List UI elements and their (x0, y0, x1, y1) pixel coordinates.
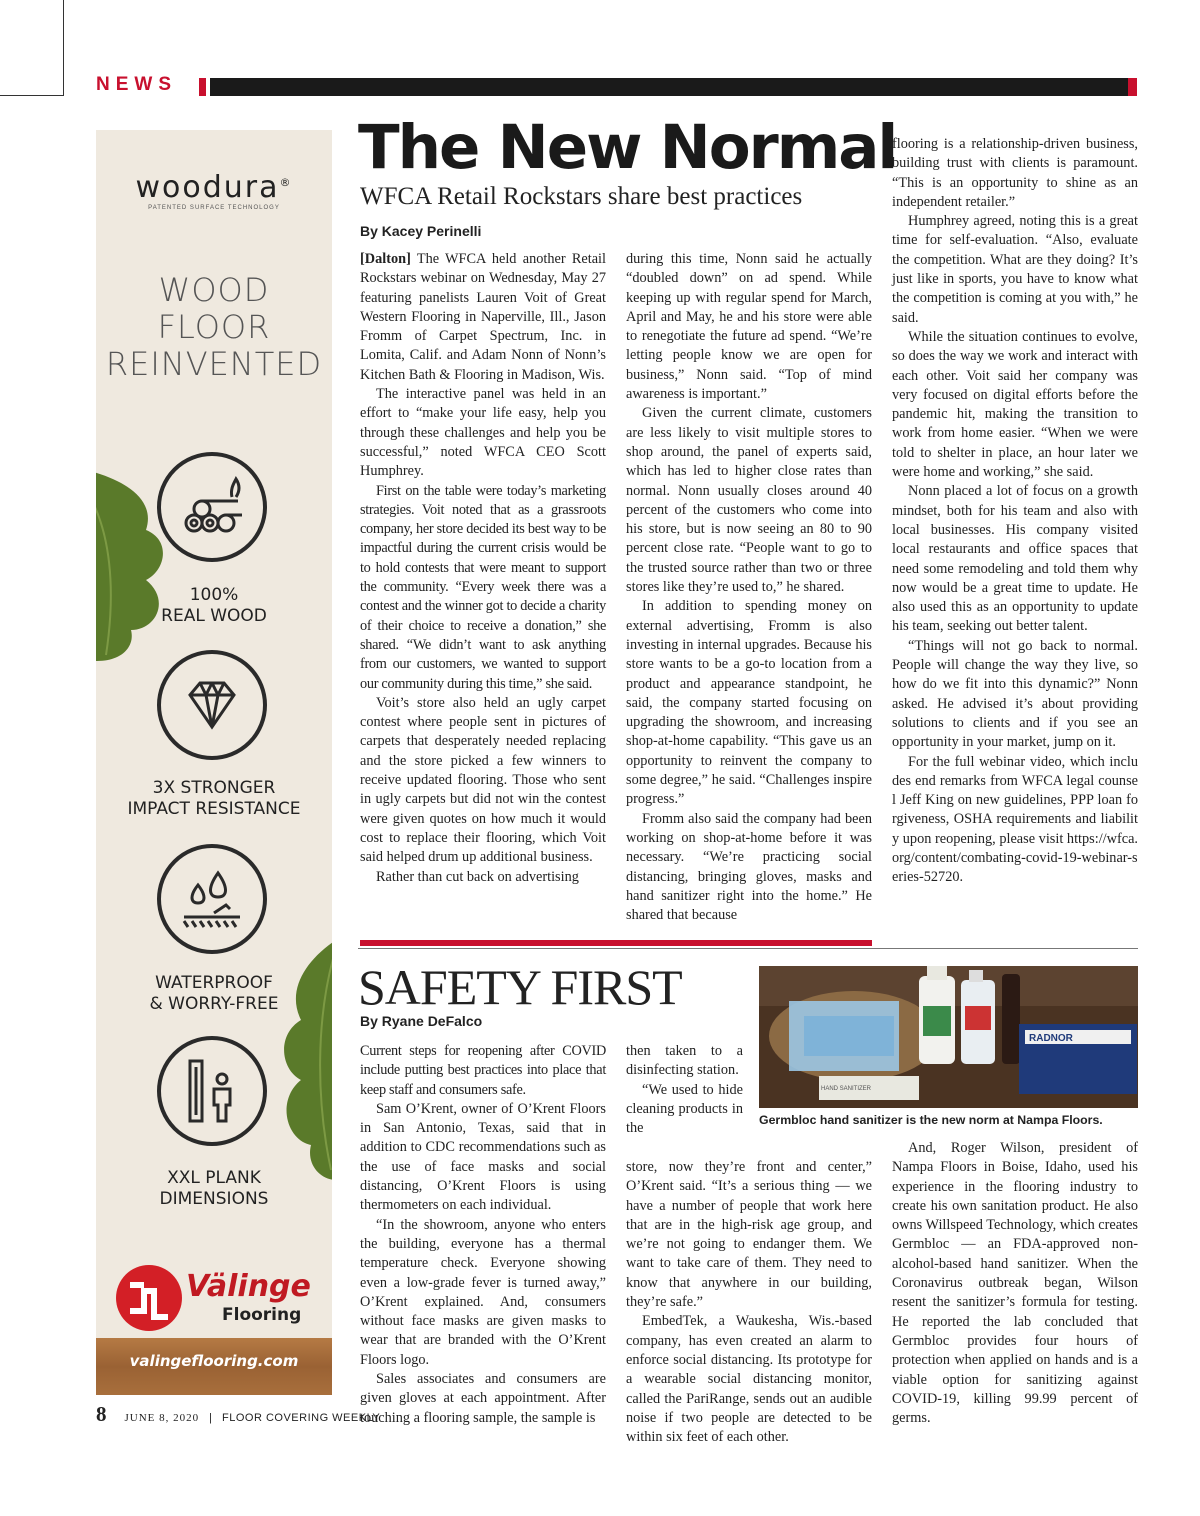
paragraph: then taken to a disinfecting station. (626, 1043, 743, 1079)
paragraph: during this time, Nonn said he actually “doubled down” on ad spend. While keeping up with regular spend for March, April and May, he and his store were able to renegotiate the future ad spend. “We’re letting people know we are open for business,” Nonn said. “Top of mind awareness is important.” (626, 251, 872, 403)
footer-separator: | (209, 1412, 212, 1424)
paragraph: flooring is a relationship-driven business, building trust with clients is paramount. “This is an opportunity to shine as an independent retailer.” (892, 136, 1138, 210)
column-end-rule (606, 940, 872, 946)
article2-column-1 (360, 1042, 606, 1428)
photo-label: RADNOR (1029, 1033, 1073, 1044)
ad-headline-line: WOOD (158, 271, 270, 309)
water-drops-icon (176, 863, 248, 935)
feature-xxl-plank (96, 1168, 332, 1210)
article-title: SAFETY FIRST (358, 959, 682, 1015)
ad-url-link[interactable]: valingeflooring.com (129, 1352, 299, 1370)
valinge-mark-icon (116, 1265, 182, 1331)
paragraph: Rather than cut back on advertising (376, 868, 579, 885)
paragraph: Humphrey agreed, noting this is a great time for self-evaluation. “Also, evaluate the competition. What are they doing? It’s just like in sports, you have to know what the competition is coming at you with,” he said. (892, 213, 1138, 326)
paragraph: First on the table were today’s marketing strategies. Voit noted that as a grassroots company, her store decided its best way to be impactful during the current crisis would be to hold contests that were meant to support the community. “Every week there was a contest and the winner got to decide a charity of their choice to receive a donation,” she shared. “We didn’t want to ask anything from our customers, we wanted to support our community during this time,” she said. (360, 482, 606, 692)
ad-brand-logo (96, 170, 332, 205)
paragraph: The interactive panel was held in an effort to “make your life easy, help you through these challenges and help you be successful,” noted WFCA CEO Scott Humphrey. (360, 386, 606, 480)
section-bar-tick (199, 78, 206, 96)
section-bar (210, 78, 1128, 96)
advertisement[interactable] (96, 130, 332, 1395)
feature-line: REAL WOOD (161, 606, 267, 626)
feature-waterproof (96, 973, 332, 1015)
article-title: The New Normal (358, 112, 897, 183)
photo-caption: Germbloc hand sanitizer is the new norm at Nampa Floors. (759, 1113, 1103, 1127)
article2-column-2 (626, 1158, 872, 1447)
diamond-icon (176, 669, 248, 741)
feature-line: XXL PLANK (167, 1168, 261, 1188)
page-number: 8 (96, 1402, 107, 1426)
paragraph: While the situation continues to evolve, so does the way we work and interact with each other. Voit said her company was very focused on digital efforts before the pandemic hit, making the transition to work from home easier. “When we were told to shelter in place, an hour later we were home and working,” she said. (892, 328, 1138, 481)
paragraph (360, 250, 606, 385)
feature-line: DIMENSIONS (159, 1189, 269, 1209)
photo-illustration (759, 966, 1138, 1108)
article1-column-3 (892, 135, 1138, 888)
feature-circle (157, 844, 267, 954)
section-bar-end (1128, 78, 1137, 96)
crop-mark-horizontal (0, 95, 64, 96)
article-divider (358, 948, 1138, 949)
article-byline: By Ryane DeFalco (360, 1013, 483, 1029)
feature-line: WATERPROOF (155, 973, 273, 993)
sponsor-sub: Flooring (222, 1305, 302, 1325)
feature-real-wood (96, 585, 332, 627)
feature-line: 3X STRONGER (152, 778, 276, 798)
article2-column-2-top (626, 1042, 743, 1138)
article-byline: By Kacey Perinelli (360, 223, 482, 239)
article1-column-2 (626, 250, 872, 925)
paragraph: “In the showroom, anyone who enters the building, everyone has a thermal temperature check. Everyone showing even a low-grade fever is turned away,” O’Krent explained. And, consumers without face masks are given masks to wear that are branded with the O’Krent Floors logo. (360, 1216, 606, 1368)
paragraph: Sam O’Krent, owner of O’Krent Floors in San Antonio, Texas, said that in addition to CDC recommendations such as the use of face masks and social distancing, O’Krent Floors is using thermometers on each individual. (360, 1100, 606, 1214)
feature-line: & WORRY-FREE (149, 994, 279, 1014)
ad-headline-line: REINVENTED (105, 345, 323, 383)
ad-registered-mark: ® (279, 176, 293, 189)
ad-headline (96, 272, 332, 383)
paragraph: And, Roger Wilson, president of Nampa Floors in Boise, Idaho, used his experience in the flooring industry to create his own sanitation product. He also owns Willspeed Technology, which creates Germbloc — an FDA-approved non-alcohol-based hand sanitizer. When the Coronavirus outbreak began, Wilson resent the sanitizer’s formula for testing. He reported the lab concluded that Germbloc provides four hours of protection when applied on hands and is a viable option for sanitizing against COVID-19, killing 99.99 percent of germs. (892, 1140, 1138, 1427)
paragraph: EmbedTek, a Waukesha, Wis.-based company, has even created an alarm to enforce social distancing. Its prototype for a wearable social distancing monitor, called the PariRange, sends out an audible noise if two people are detected to be within six feet of each other. (626, 1313, 872, 1446)
publication-name: FLOOR COVERING WEEKLY (222, 1412, 381, 1424)
paragraph: For the full webinar video, which includes end remarks from WFCA legal counsel Jeff King on new guidelines, PPP loan forgiveness, OSHA requirements and liability upon reopening, please visit https://wfca.org/content/combating-covid-19-webinar-series-52720. (892, 753, 1138, 886)
paragraph: Current steps for reopening after COVID include putting best practices into place that keep staff and consumers safe. (360, 1043, 606, 1098)
feature-circle (157, 650, 267, 760)
article-subtitle: WFCA Retail Rockstars share best practices (360, 183, 803, 210)
feature-circle (157, 1036, 267, 1146)
paragraph: Voit’s store also held an ugly carpet contest where people sent in pictures of carpets that desperately needed replacing and the store picked a few winners to receive updated flooring. Those who sent in ugly carpets but did not win the contest were given quotes on how much it would cost to replace their flooring, which Voit said helped drum up additional business. (360, 694, 606, 866)
issue-date: JUNE 8, 2020 (124, 1412, 200, 1424)
ad-brand-name: woodura (135, 170, 280, 205)
paragraph: Nonn placed a lot of focus on a growth mindset, both for his team and also with local businesses. His company visited local restaurants and office spaces that need some remodeling and told them why now would be a great time to update. He also used this as an opportunity to update his team, seeking out better talent. (892, 483, 1138, 635)
sponsor-logo (116, 1265, 316, 1335)
page-footer (96, 1402, 380, 1427)
paragraph-text: The WFCA held another Retail Rockstars webinar on Wednesday, May 27 featuring panelists Lauren Voit of Great Western Flooring in Naperville, Ill., Jason Fromm of Carpet Spectrum, Inc. in Lomita, Calif. and Adam Nonn of Nonn’s Kitchen Bath & Flooring in Madison, Wis. (360, 251, 606, 383)
section-label: NEWS (96, 74, 177, 95)
ad-headline-line: FLOOR (157, 308, 271, 346)
paragraph: In addition to spending money on external advertising, Fromm is also investing in internal upgrades. Because his store wants to be a go-to location from a product and appearance standpoint, he said, the company started focusing on upgrading the showroom, and increasing shop-at-home capability. “This gave us an opportunity to reinvent the company to some degree,” he said. “Challenges inspire progress.” (626, 598, 872, 808)
photo-label: HAND SANITIZER (821, 1086, 872, 1092)
feature-line: 100% (189, 585, 239, 605)
paragraph: Given the current climate, customers are less likely to visit multiple stores to shop around, the panel of experts said, which has led to higher close rates than normal. Nonn usually closes around 40 percent of the customers who come into his store, but is now seeing an 80 to 90 percent close rate. “People want to go to the trusted source rather than two or three stores like they’re used to,” he shared. (626, 405, 872, 596)
feature-impact-resistance (96, 778, 332, 820)
feature-line: IMPACT RESISTANCE (127, 799, 301, 819)
article-photo (759, 966, 1138, 1108)
paragraph: Sales associates and consumers are given gloves at each appointment. After touching a flooring sample, the sample is (360, 1371, 606, 1426)
paragraph: store, now they’re front and center,” O’Krent said. “It’s a serious thing — we have a number of people that work here that are in the high-risk age group, and we’re not going to endanger them. We want to take care of them. They need to know that anywhere in our building, they’re safe.” (626, 1159, 872, 1311)
article1-column-1 (360, 250, 606, 887)
plank-person-icon (176, 1055, 248, 1127)
paragraph: “Things will not go back to normal. People will change the way they live, so how do we fit into this dynamic?” Nonn asked. He advised it’s about providing solutions to clients and if you see an opportunity in your market, jump on it. (892, 637, 1138, 751)
column-end-rule (360, 940, 606, 946)
feature-circle (157, 452, 267, 562)
logs-icon (176, 471, 248, 543)
ad-brand-tagline: PATENTED SURFACE TECHNOLOGY (148, 205, 280, 211)
sponsor-name: Välinge (186, 1269, 311, 1304)
paragraph: “We used to hide cleaning products in the (626, 1081, 743, 1137)
crop-mark-vertical (63, 0, 64, 95)
dateline: [Dalton] (360, 251, 411, 267)
article2-column-3 (892, 1139, 1138, 1428)
paragraph: Fromm also said the company had been working on shop-at-home before it was necessary. “We’re practicing social distancing, bringing gloves, masks and hand sanitizer right into the home.” He shared that because (626, 810, 872, 924)
